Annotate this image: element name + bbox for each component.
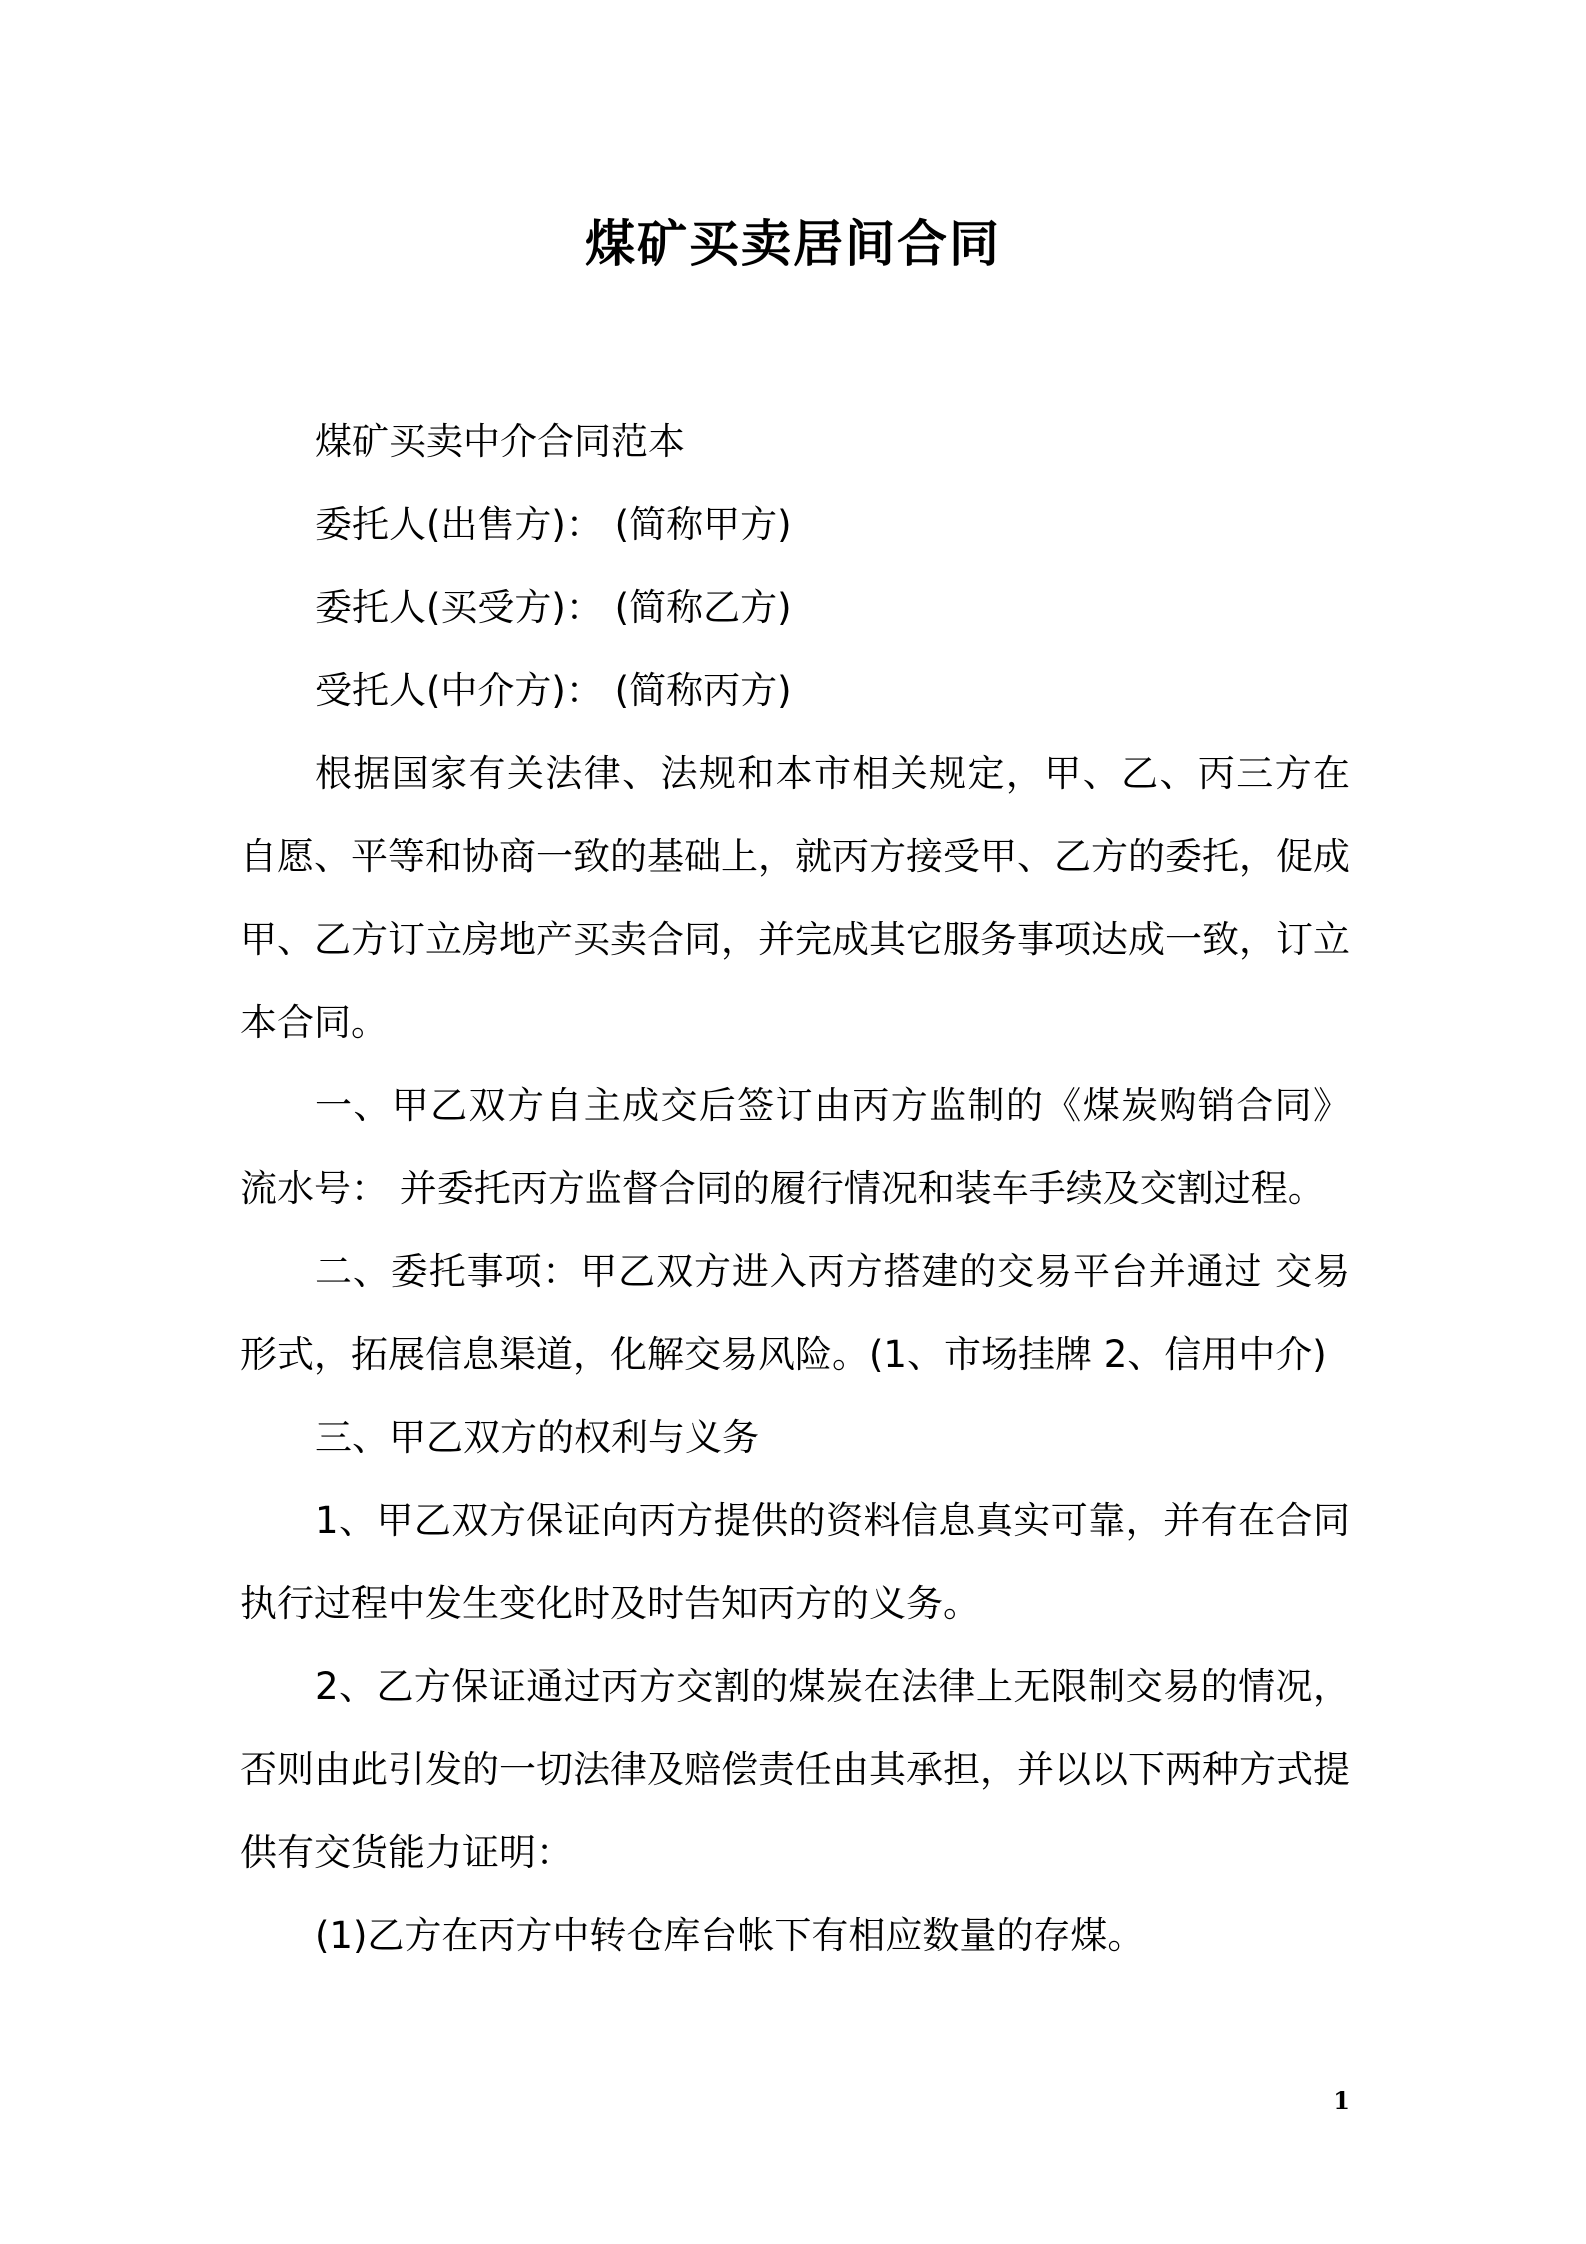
document-title: 煤矿买卖居间合同 xyxy=(585,214,1001,273)
paragraph-party-a: 委托人(出售方)： (简称甲方) xyxy=(315,503,792,546)
paragraph-preamble: 根据国家有关法律、法规和本市相关规定，甲、乙、丙三方在自愿、平等和协商一致的基础上，就丙方接受甲、乙方的委托，促成甲、乙方订立房地产买卖合同，并完成其它服务事项达成一致，订立本合同。 xyxy=(240,752,1350,1044)
paragraph-clause-2: 二、委托事项：甲乙双方进入丙方搭建的交易平台并通过 交易形式，拓展信息渠道，化解交易风险。(1、市场挂牌 2、信用中介) xyxy=(240,1250,1350,1376)
paragraph-party-c: 受托人(中介方)： (简称丙方) xyxy=(315,669,792,712)
paragraph-subtitle: 煤矿买卖中介合同范本 xyxy=(315,420,685,463)
document-body xyxy=(240,400,1350,1977)
page-number: 1 xyxy=(1333,2086,1350,2115)
paragraph-party-b: 委托人(买受方)： (简称乙方) xyxy=(315,586,792,629)
paragraph-clause-3-1: 1、甲乙双方保证向丙方提供的资料信息真实可靠，并有在合同执行过程中发生变化时及时告知丙方的义务。 xyxy=(240,1499,1350,1625)
paragraph-clause-3-2: 2、乙方保证通过丙方交割的煤炭在法律上无限制交易的情况，否则由此引发的一切法律及赔偿责任由其承担，并以以下两种方式提供有交货能力证明： xyxy=(240,1665,1350,1874)
paragraph-clause-3-2-1: (1)乙方在丙方中转仓库台帐下有相应数量的存煤。 xyxy=(315,1914,1145,1957)
paragraph-clause-3-heading: 三、甲乙双方的权利与义务 xyxy=(315,1416,759,1459)
paragraph-clause-1: 一、甲乙双方自主成交后签订由丙方监制的《煤炭购销合同》流水号： 并委托丙方监督合同的履行情况和装车手续及交割过程。 xyxy=(240,1084,1350,1210)
